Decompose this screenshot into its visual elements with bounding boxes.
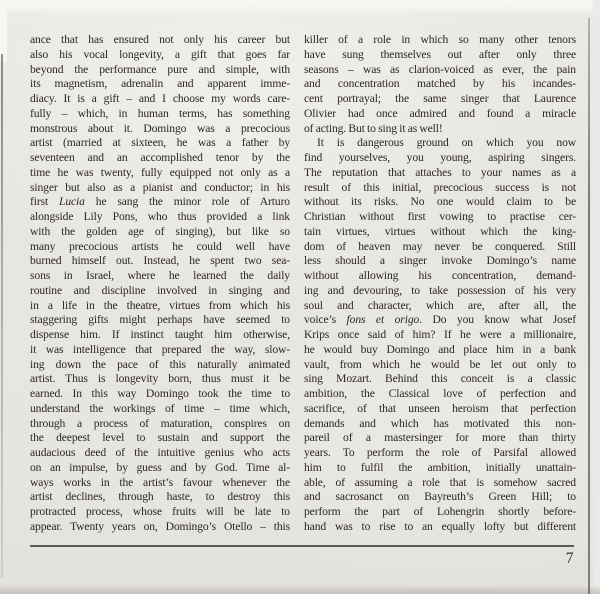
text-line: pareil of a mastersinger for more than thirty bbox=[304, 431, 576, 445]
text-line: able, of assuming a role that is somehow sacred bbox=[304, 475, 576, 489]
text-line: sacrifice, of that unseen heroism that perfection bbox=[304, 401, 576, 415]
text-line: seasons – was as clarion-voiced as ever, the pain bbox=[304, 62, 576, 76]
text-line: tain virtues, virtues without which the king- bbox=[304, 224, 576, 238]
text-line: sing Mozart. Behind this conceit is a classic bbox=[304, 372, 576, 386]
text-line: sons in Israel, where he learned the daily bbox=[30, 269, 290, 282]
text-line: in a life in the theatre, virtues from which his bbox=[30, 298, 290, 312]
text-line: it was intelligence that prepared the way, slow- bbox=[30, 342, 290, 356]
text-line: result of this initial, precocious success is not bbox=[304, 180, 576, 194]
text-line: cent portrayal; the same singer that Laurence bbox=[304, 92, 576, 105]
text-line: and sacrosanct on Bayreuth’s Green Hill; to bbox=[304, 490, 576, 504]
text-line: beyond the performance pure and simple, with bbox=[30, 62, 290, 76]
page-number: 7 bbox=[565, 550, 574, 567]
text-line: alongside Lily Pons, who thus provided a link bbox=[30, 210, 290, 223]
text-line: he would buy Domingo and place him in a bank bbox=[304, 342, 576, 356]
text-line: singer but also as a pianist and conductor; in his bbox=[30, 180, 290, 194]
text-line: of acting. But to sing it as well! bbox=[304, 121, 443, 135]
text-line: dispense him. If instinct taught him otherwise, bbox=[30, 328, 290, 341]
text-line: appear. Twenty years on, Domingo’s Otello – this bbox=[30, 519, 290, 533]
text-line: seventeen and an accomplished tenor by the bbox=[30, 151, 290, 164]
text-line: perform the part of Lohengrin shortly before- bbox=[304, 505, 576, 518]
page-left-edge-highlight bbox=[0, 0, 7, 62]
text-line: time he was twenty, fully equipped not only as a bbox=[30, 165, 290, 179]
text-line: Krips once said of him? If he were a millionaire, bbox=[304, 328, 576, 341]
text-line: hand was to rise to an equally lofty but different bbox=[304, 519, 576, 533]
page-text bbox=[30, 33, 576, 535]
text-line: ambition, the Classical love of perfection and bbox=[304, 387, 576, 400]
text-line: on an impulse, by guess and by God. Time al- bbox=[30, 460, 290, 474]
text-line: ing down the pace of this naturally animated bbox=[30, 357, 290, 371]
text-line: years. To perform the role of Parsifal allowed bbox=[304, 446, 576, 459]
page-right-edge-highlight bbox=[590, 0, 600, 594]
text-line: dom of heaven may never be conquered. Still bbox=[304, 239, 576, 253]
text-line: without allowing his concentration, demand- bbox=[304, 269, 576, 282]
page-bottom-edge bbox=[0, 585, 600, 594]
text-line: through a process of maturation, conspires on bbox=[30, 416, 290, 430]
text-line: him to fulfil the ambition, initially unattain- bbox=[304, 460, 576, 474]
text-line: ways works in the artist’s favour whenever the bbox=[30, 475, 290, 489]
text-line: with the golden age of singing), but like so bbox=[30, 224, 290, 238]
text-line: first Lucia he sang the minor role of Arturo bbox=[30, 195, 290, 209]
text-line: soul and character, which are, after all, the bbox=[304, 298, 576, 312]
text-line: vault, from which he would be let out only to bbox=[304, 357, 576, 371]
text-line: killer of a role in which so many other tenors bbox=[304, 33, 576, 46]
text-line: without its risks. No one would claim to be bbox=[304, 195, 576, 209]
text-line: find yourselves, you young, aspiring singers. bbox=[304, 151, 576, 164]
text-line: have sung themselves out after only three bbox=[304, 47, 576, 61]
text-line: artist. Thus is longevity born, thus must it be bbox=[30, 372, 290, 386]
text-line: fully – which, in human terms, has something bbox=[30, 106, 290, 120]
text-line: voice’s fons et origo. Do you know what Josef bbox=[304, 313, 577, 327]
text-line: diacy. It is a gift – and I choose my words care- bbox=[30, 92, 290, 105]
text-line: demands and which has motivated this non- bbox=[304, 416, 576, 430]
text-line: many precocious artists he could well have bbox=[30, 239, 290, 253]
text-line: artist declines, through haste, to destroy this bbox=[30, 490, 290, 504]
text-line: Christian without first vowing to practise cer- bbox=[304, 210, 576, 223]
text-line: and concentration matched by his incandes- bbox=[304, 77, 576, 91]
text-column-right bbox=[304, 33, 576, 535]
text-line: ance that has ensured not only his career but bbox=[30, 33, 290, 46]
page-top-edge bbox=[0, 0, 600, 15]
text-line: its magnetism, adrenalin and apparent imme- bbox=[30, 77, 290, 91]
text-line: understand the workings of time – time which, bbox=[30, 401, 290, 415]
text-line: artist (married at sixteen, he was a father by bbox=[30, 136, 290, 150]
text-line: also his vocal longevity, a gift that goes far bbox=[30, 47, 290, 61]
text-line: ing and devouring, to take possession of his very bbox=[304, 283, 576, 297]
text-column-left bbox=[30, 33, 290, 535]
text-line: routine and discipline involved in singing and bbox=[30, 283, 290, 297]
text-line: earned. In this way Domingo took the time to bbox=[30, 387, 290, 400]
text-line: burned himself out. Instead, he spent two sea- bbox=[30, 254, 290, 268]
text-line: monstrous about it. Domingo was a precocious bbox=[30, 121, 290, 135]
page-left-edge-line bbox=[1, 54, 3, 578]
text-line: audacious deed of the intuitive genius who acts bbox=[30, 446, 290, 459]
page-right-edge-line bbox=[588, 18, 590, 594]
text-line: protracted process, whose fruits will be late to bbox=[30, 505, 290, 518]
text-line: The reputation that attaches to your names as a bbox=[304, 165, 576, 179]
text-line: the deepest level to sustain and support the bbox=[30, 431, 290, 445]
text-line: staggering gifts might perhaps have seemed to bbox=[30, 313, 290, 327]
text-line: Olivier had once admired and found a miracle bbox=[304, 106, 576, 120]
footer-rule bbox=[30, 545, 574, 547]
text-line: It is dangerous ground on which you now bbox=[317, 136, 576, 150]
text-line: less should a singer invoke Domingo’s name bbox=[304, 254, 576, 268]
